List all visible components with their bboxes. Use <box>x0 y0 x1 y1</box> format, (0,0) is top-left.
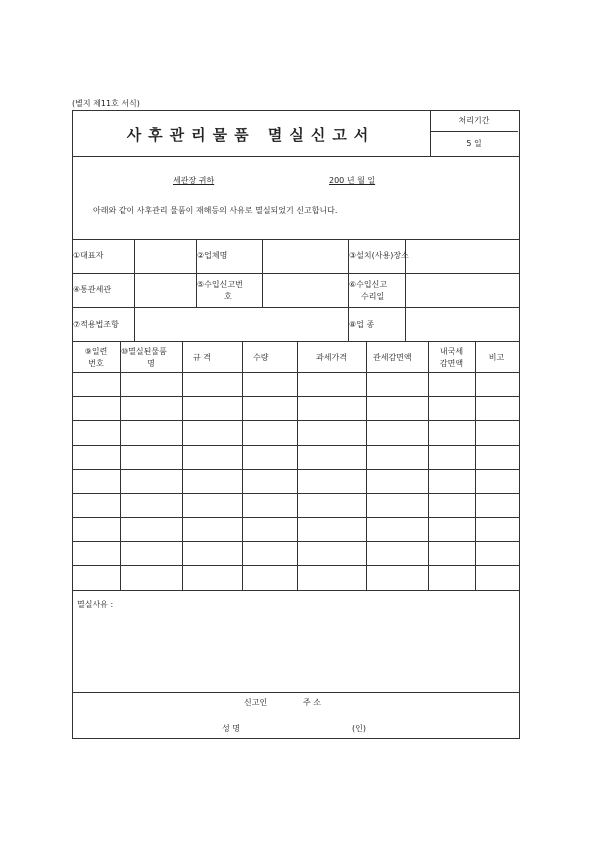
industry-label: ⑧업 종 <box>349 320 375 329</box>
customs-office-label: ④통관세관 <box>73 285 112 294</box>
rule <box>72 565 519 566</box>
rule <box>72 541 519 542</box>
form-reference: (별지 제11호 서식) <box>72 99 140 108</box>
col-serial-header-cont: 번호 <box>88 359 104 368</box>
col-spec-header: 규 격 <box>193 353 211 362</box>
col-serial-header: ⑨일련 <box>84 347 108 356</box>
import-acceptance-date-label-cont: 수리일 <box>361 292 385 301</box>
rule <box>72 493 519 494</box>
col-tariff-reduction-header: 관세감면액 <box>373 353 412 362</box>
applicable-law-label: ⑦적용법조항 <box>73 320 119 329</box>
col-domestic-tax-header: 내국세 <box>439 347 464 356</box>
installation-location-label: ③설치(사용)장소 <box>349 251 409 260</box>
declarant-label: 신고인 <box>244 698 268 707</box>
name-label: 성 명 <box>222 724 240 733</box>
report-date: 200 년 월 일 <box>329 176 376 185</box>
rule <box>72 517 519 518</box>
col-remarks-header: 비고 <box>488 353 505 362</box>
col-item-name-header-cont: 명 <box>147 359 155 368</box>
rule <box>72 590 519 591</box>
rule <box>72 420 519 421</box>
address-label: 주 소 <box>303 698 321 707</box>
col-domestic-tax-header-cont: 감면액 <box>439 359 464 368</box>
declaration-statement: 아래와 같이 사후관리 물품이 재해등의 사유로 멸실되었기 신고합니다. <box>93 206 338 215</box>
rule <box>72 692 519 693</box>
rule <box>134 307 135 341</box>
seal-mark: (인) <box>352 724 366 733</box>
representative-label: ①대표자 <box>73 251 104 260</box>
rule <box>366 341 367 590</box>
col-quantity-header: 수량 <box>253 353 269 362</box>
processing-divider <box>430 131 518 132</box>
company-name-label: ②업체명 <box>197 251 228 260</box>
addressee: 세관장 귀하 <box>173 176 215 185</box>
import-declaration-no-label: ⑤수입신고번 <box>197 280 243 289</box>
rule <box>72 156 519 157</box>
loss-reason-label: 멸실사유 : <box>77 600 114 609</box>
rule <box>182 341 183 590</box>
rule <box>72 469 519 470</box>
rule <box>72 372 519 373</box>
col-item-name-header: ⑩멸실된물품 <box>121 347 167 356</box>
rule <box>72 396 519 397</box>
import-declaration-no-label-cont: 호 <box>224 292 232 301</box>
rule <box>475 341 476 590</box>
rule <box>72 239 519 240</box>
rule <box>297 341 298 590</box>
col-tax-price-header: 과세가격 <box>316 353 347 362</box>
rule <box>120 341 121 590</box>
processing-period-value: 5 일 <box>466 139 482 148</box>
rule <box>428 341 429 590</box>
outer-border <box>72 110 520 739</box>
processing-period-label: 처리기간 <box>458 116 490 125</box>
import-acceptance-date-label: ⑥수입신고 <box>349 280 388 289</box>
rule <box>72 307 519 308</box>
rule <box>72 273 519 274</box>
form-title: 사후관리물품 멸실신고서 <box>126 125 376 144</box>
rule <box>72 445 519 446</box>
rule <box>72 341 519 342</box>
rule <box>242 341 243 590</box>
